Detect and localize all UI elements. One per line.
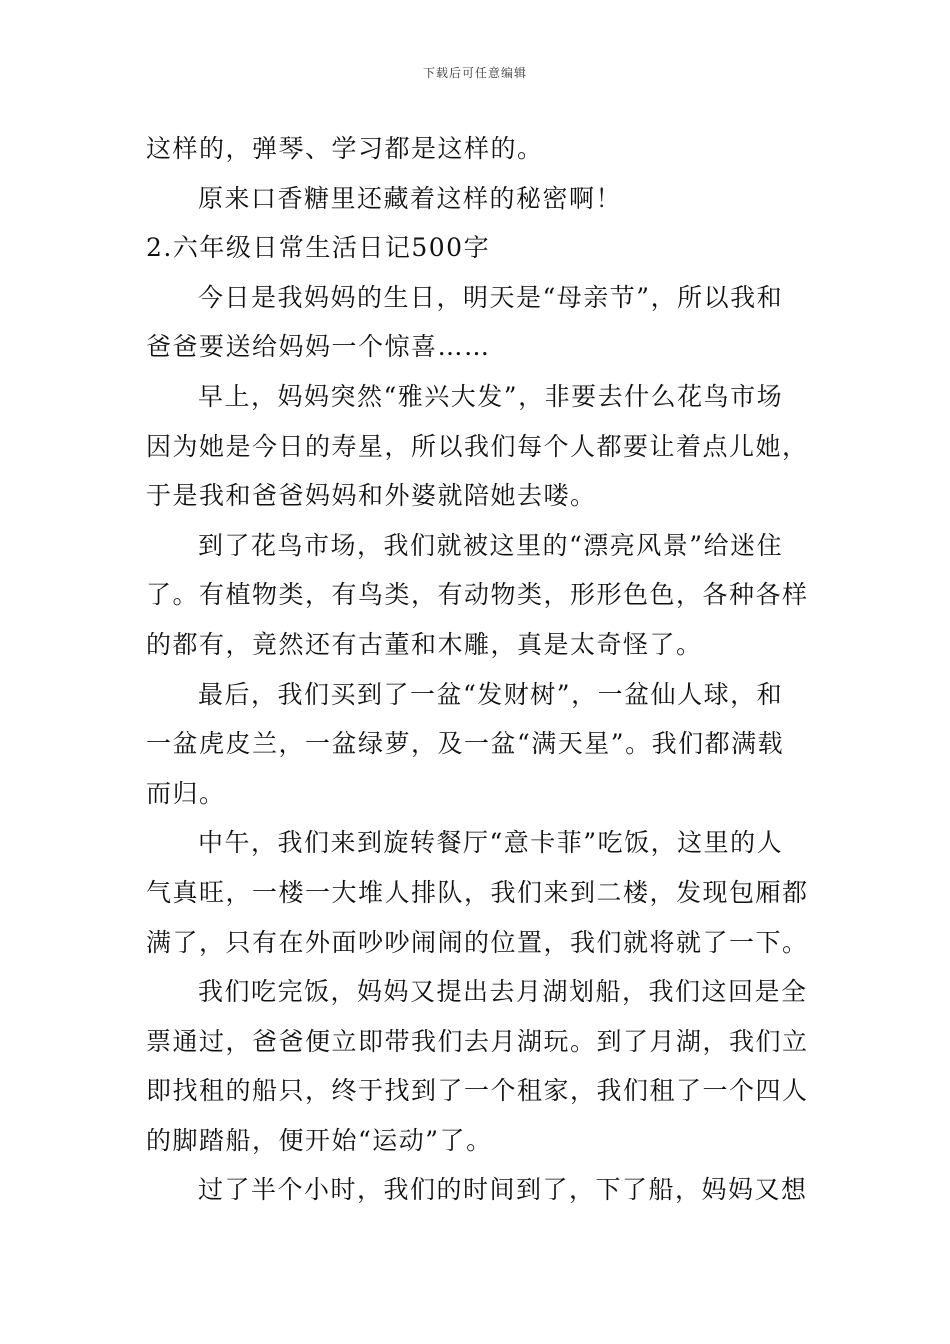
text-line: 于是我和爸爸妈妈和外婆就陪她去喽。 xyxy=(146,481,597,511)
text-line: 爸爸要送给妈妈一个惊喜…… xyxy=(146,332,491,362)
text-line: 中午，我们来到旋转餐厅“意卡菲”吃饭，这里的人 xyxy=(198,828,784,858)
page-header: 下载后可任意编辑 xyxy=(422,66,527,80)
text-line: 到了花鸟市场，我们就被这里的“漂亮风景”给迷住 xyxy=(198,530,784,560)
text-line: 而归。 xyxy=(146,778,226,808)
text-line: 这样的，弹琴、学习都是这样的。 xyxy=(146,134,544,163)
document-body xyxy=(146,124,808,1215)
text-line: 满了，只有在外面吵吵闹闹的位置，我们就将就了一下。 xyxy=(146,927,809,957)
section-heading: 2.六年级日常生活日记500字 xyxy=(146,233,491,263)
text-line: 票通过，爸爸便立即带我们去月湖玩。到了月湖，我们立 xyxy=(146,1026,809,1056)
text-line: 即找租的船只，终于找到了一个租家，我们租了一个四人 xyxy=(146,1076,809,1106)
text-line: 今日是我妈妈的生日，明天是“母亲节”，所以我和 xyxy=(198,282,784,312)
text-line: 气真旺，一楼一大堆人排队，我们来到二楼，发现包厢都 xyxy=(146,877,809,907)
text-line: 我们吃完饭，妈妈又提出去月湖划船，我们这回是全 xyxy=(198,977,808,1007)
text-line: 的都有，竟然还有古董和木雕，真是太奇怪了。 xyxy=(146,629,703,659)
text-line: 过了半个小时，我们的时间到了，下了船，妈妈又想 xyxy=(198,1175,808,1205)
text-line: 原来口香糖里还藏着这样的秘密啊！ xyxy=(198,183,623,213)
text-line: 了。有植物类，有鸟类，有动物类，形形色色，各种各样 xyxy=(146,580,809,610)
text-line: 因为她是今日的寿星，所以我们每个人都要让着点儿她， xyxy=(146,431,809,461)
text-line: 一盆虎皮兰，一盆绿萝，及一盆“满天星”。我们都满载 xyxy=(146,729,785,759)
text-line: 早上，妈妈突然“雅兴大发”，非要去什么花鸟市场 xyxy=(198,381,784,411)
text-line: 的脚踏船，便开始“运动”了。 xyxy=(146,1125,493,1155)
text-line: 最后，我们买到了一盆“发财树”，一盆仙人球，和 xyxy=(198,679,784,709)
